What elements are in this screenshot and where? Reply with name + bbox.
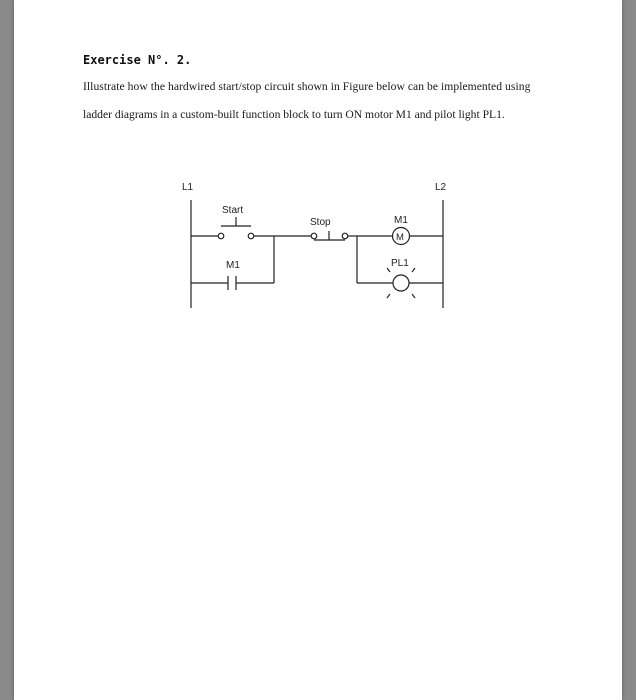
start-pushbutton-symbol [218, 217, 254, 239]
pilot-light-label: PL1 [391, 258, 409, 269]
holding-contact-symbol [228, 276, 236, 290]
start-stop-circuit-diagram [14, 0, 622, 700]
rail-l1-label: L1 [182, 182, 194, 193]
start-label: Start [222, 205, 244, 216]
stop-pushbutton-symbol [311, 231, 348, 240]
holding-contact-label: M1 [226, 260, 240, 271]
motor-symbol-letter: M [396, 232, 404, 243]
exercise-text-line-2: ladder diagrams in a custom-built function block to turn ON motor M1 and pilot light PL1. [83, 108, 505, 121]
stop-label: Stop [310, 217, 331, 228]
motor-label: M1 [394, 215, 408, 226]
document-page [14, 0, 622, 700]
exercise-title: Exercise N°. 2. [83, 53, 192, 67]
exercise-text-line-1: Illustrate how the hardwired start/stop circuit shown in Figure below can be implemented using [83, 80, 531, 93]
rail-l2-label: L2 [435, 182, 447, 193]
pilot-light-symbol [393, 275, 409, 291]
